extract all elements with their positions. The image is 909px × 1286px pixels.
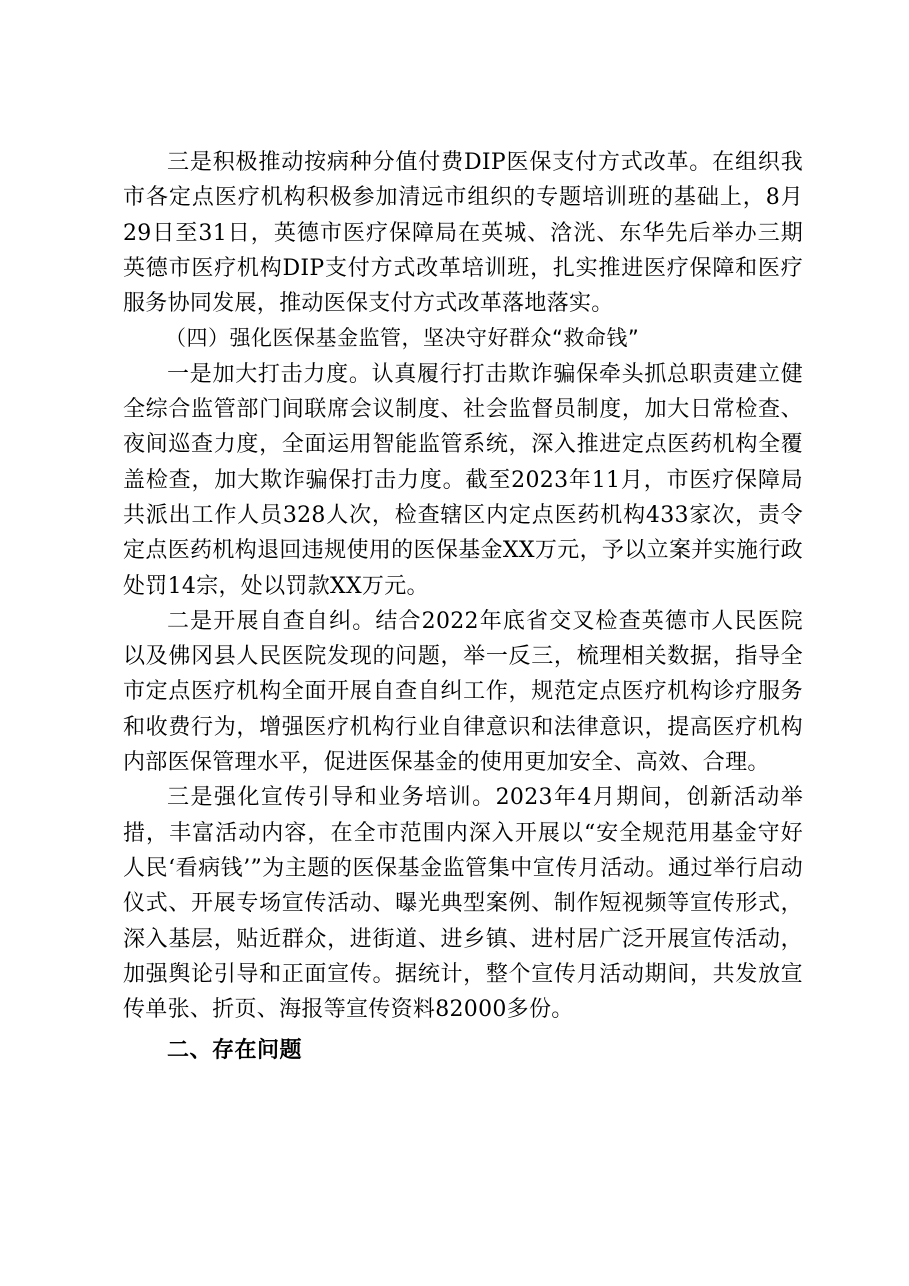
section-heading-existing-problems: 二、存在问题	[167, 1038, 303, 1064]
document-body	[123, 145, 803, 1069]
paragraph-self-inspection: 二是开展自查自纠。结合2022年底省交叉检查英德市人民医院以及佛冈县人民医院发现的问题，举一反三，梳理相关数据，指导全市定点医疗机构全面开展自查自纠工作，规范定点医疗机构诊疗服务和收费行为，增强医疗机构行业自律意识和法律意识，提高医疗机构内部医保管理水平，促进医保基金的使用更加安全、高效、合理。	[123, 608, 803, 776]
subheading-fund-supervision: （四）强化医保基金监管，坚决守好群众“救命钱”	[165, 326, 640, 351]
paragraph-publicity-training: 三是强化宣传引导和业务培训。2023年4月期间，创新活动举措，丰富活动内容，在全市范围内深入开展以“安全规范用基金守好人民‘看病钱’”为主题的医保基金监管集中宣传月活动。通过举行启动仪式、开展专场宣传活动、曝光典型案例、制作短视频等宣传形式，深入基层，贴近群众，进街道、进乡镇、进村居广泛开展宣传活动，加强舆论引导和正面宣传。据统计，整个宣传月活动期间，共发放宣传单张、折页、海报等宣传资料82000多份。	[123, 785, 803, 1023]
paragraph-dip-reform: 三是积极推动按病种分值付费DIP医保支付方式改革。在组织我市各定点医疗机构积极参加清远市组织的专题培训班的基础上，8月29日至31日，英德市医疗保障局在英城、浛洸、东华先后举办三期英德市医疗机构DIP支付方式改革培训班，扎实推进医疗保障和医疗服务协同发展，推动医保支付方式改革落地落实。	[123, 150, 803, 317]
paragraph-crackdown: 一是加大打击力度。认真履行打击欺诈骗保牵头抓总职责建立健全综合监管部门间联席会议制度、社会监督员制度，加大日常检查、夜间巡查力度，全面运用智能监管系统，深入推进定点医药机构全覆盖检查，加大欺诈骗保打击力度。截至2023年11月，市医疗保障局共派出工作人员328人次，检查辖区内定点医药机构433家次，责令定点医药机构退回违规使用的医保基金XX万元，予以立案并实施行政处罚14宗，处以罚款XX万元。	[123, 361, 803, 599]
